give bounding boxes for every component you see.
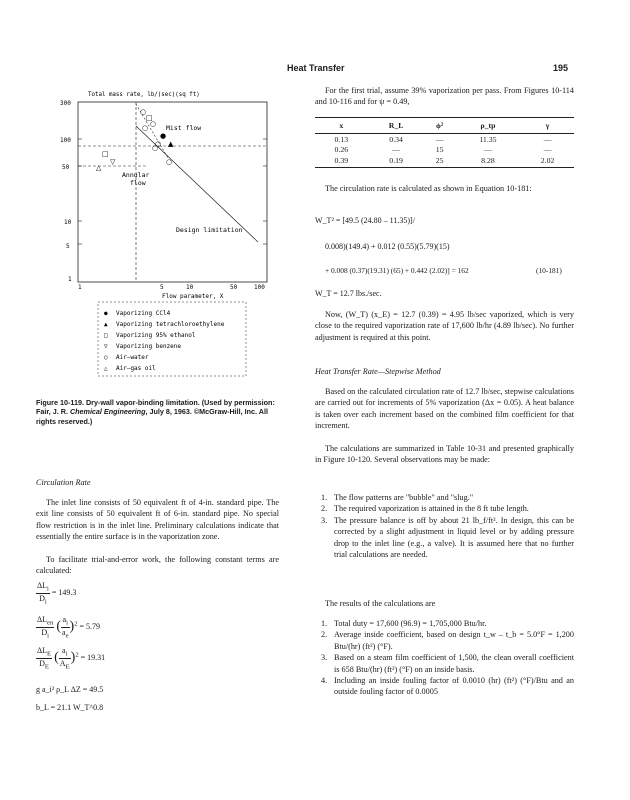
table-row xyxy=(315,145,574,156)
legend-symbol: □ xyxy=(104,332,108,339)
table-cell: 0.39 xyxy=(315,155,368,168)
table-header: ϕ² xyxy=(425,118,455,134)
figure-svg xyxy=(58,86,278,386)
legend xyxy=(104,310,225,372)
design-limitation-label: Design limitation xyxy=(176,226,243,234)
point: ○ xyxy=(142,124,149,132)
caption-rest: , July 8, 1963. ©McGraw-Hill, Inc. All rights reserved.) xyxy=(36,407,268,426)
legend-label: Vaporizing tetrachloroethylene xyxy=(116,321,225,328)
list-item xyxy=(321,652,574,675)
property-table xyxy=(315,117,574,168)
list-item xyxy=(321,629,574,652)
table-cell: 0.13 xyxy=(334,134,349,144)
equation-5: b_L = 21.1 W_T^0.8 xyxy=(36,703,104,712)
table-cell: — xyxy=(484,145,492,154)
table-cell: 15 xyxy=(435,145,444,154)
point: △ xyxy=(96,164,102,172)
equation-number: (10-181) xyxy=(536,266,562,275)
list-text: Including an inside fouling factor of 0.0010 (hr) (ft²) (°F)/Btu and an outside fouling factor of 0.0005 xyxy=(334,676,574,697)
equation-wt-line2: 0.008)(149.4) + 0.012 (0.55)(5.79)(15) xyxy=(325,242,450,251)
figure-10-119 xyxy=(58,86,278,386)
equation-3-value: = 19.31 xyxy=(80,652,106,662)
equation-1-value: = 149.3 xyxy=(51,587,77,597)
table-cell: 2.02 xyxy=(521,155,574,168)
x-tick-10: 10 xyxy=(186,284,194,291)
caption-label: Figure 10-119. xyxy=(36,398,84,407)
table-row xyxy=(315,134,574,145)
paragraph-inlet-line: The inlet line consists of 50 equivalent ft of 4-in. standard pipe. The exit line consists of 50 equivalent ft of 6-in. standard pipe. No special flow restriction is in the inlet line. Preliminary calculations indicate that essentially the entire surface is in the vaporization zone. xyxy=(36,498,279,542)
legend-label: Air–gas oil xyxy=(116,365,156,372)
paragraph-results-intro: The results of the calculations are xyxy=(325,599,436,608)
x-axis-label: Flow parameter, X xyxy=(162,293,224,300)
list-number: 1. xyxy=(321,619,328,628)
caption-text: Dry-wall vapor-binding limitation. (Used by permission: Fair, J. R. xyxy=(36,398,275,417)
list-number: 1. xyxy=(321,493,328,502)
x-tick-100: 100 xyxy=(254,284,265,291)
point: ○ xyxy=(150,120,157,128)
list-item xyxy=(321,492,574,503)
list-item xyxy=(321,515,574,561)
table-cell: 25 xyxy=(425,155,455,168)
paragraph-calculations: The calculations are summarized in Table 10-31 and presented graphically in Figure 10-120. Several observations may be made: xyxy=(315,444,574,465)
point: ○ xyxy=(155,140,162,148)
list-number: 2. xyxy=(321,630,328,640)
list-text: The pressure balance is off by about 21 lb_f/ft². In design, this can be corrected by a slight adjustment in liquid level or by adding pressure drop to the inlet line (e.g., a valve). It is assumed here that no further trial calculations are needed. xyxy=(334,515,574,560)
table-cell: 0.19 xyxy=(368,155,425,168)
paragraph-constant-terms: To facilitate trial-and-error work, the following constant terms are calculated: xyxy=(36,555,279,576)
list-text: The required vaporization is attained in the 8 ft tube length. xyxy=(334,504,529,514)
mist-flow-label: Mist flow xyxy=(166,124,202,132)
legend-symbol: △ xyxy=(104,365,108,372)
legend-symbol: ○ xyxy=(104,354,108,361)
point: □ xyxy=(146,114,153,122)
list-text: Based on a steam film coefficient of 1,500, the clean overall coefficient is 658 Btu/(hr) (ft²) (°F) on an inside basis. xyxy=(334,653,574,674)
y-tick-1: 1 xyxy=(68,276,72,283)
paragraph-first-trial: For the first trial, assume 39% vaporization per pass. From Figures 10-114 and 10-116 and for ψ = 0.49, xyxy=(315,86,574,107)
list-number: 2. xyxy=(321,504,328,514)
table-cell: 8.28 xyxy=(455,155,522,168)
point: ● xyxy=(160,132,167,140)
x-tick-5: 5 xyxy=(160,284,164,291)
table-header: x xyxy=(315,118,368,134)
list-number: 4. xyxy=(321,676,328,686)
y-tick-300: 300 xyxy=(60,100,71,107)
data-points xyxy=(96,108,174,172)
table-cell: 11.35 xyxy=(479,134,497,144)
legend-label: Air–water xyxy=(116,354,149,361)
equation-wt-result: W_T = 12.7 lbs./sec. xyxy=(315,289,382,298)
observations-list xyxy=(321,492,574,560)
list-number: 3. xyxy=(321,515,328,525)
legend-label: Vaporizing 95% ethanol xyxy=(116,332,196,339)
list-item xyxy=(321,675,574,698)
paragraph-circulation-rate: The circulation rate is calculated as shown in Equation 10-181: xyxy=(325,184,532,193)
point: □ xyxy=(102,150,109,158)
section-heading-heat-transfer-rate: Heat Transfer Rate—Stepwise Method xyxy=(315,367,441,376)
point: ○ xyxy=(166,158,173,166)
table-cell: — xyxy=(543,134,552,144)
point: ○ xyxy=(140,108,147,116)
equation-4: g a_i² ρ_L ΔZ = 49.5 xyxy=(36,685,104,694)
equation-wt-line1: W_T² = [49.5 (24.80 – 11.35)]/ xyxy=(315,216,415,225)
y-tick-5: 5 xyxy=(66,243,70,250)
point: ▽ xyxy=(110,158,116,166)
table-header-row xyxy=(315,118,574,134)
equation-1: $\frac{\Delta L_i}{D_i}$ = 149.3 xyxy=(37,581,77,606)
legend-label: Vaporizing benzene xyxy=(116,343,182,350)
paragraph-based-on: Based on the calculated circulation rate of 12.7 lb/sec, stepwise calculations are carried out for increments of 5% vaporization (Δx = 0.05). A heat balance is taken over each increment based on the combined film coefficient for that increment. xyxy=(315,387,574,431)
x-tick-50: 50 xyxy=(230,284,238,291)
list-text: Average inside coefficient, based on design t_w – t_b = 5.0°F = 1,200 Btu/(hr) (ft²) (°F). xyxy=(334,630,574,651)
list-number: 3. xyxy=(321,653,328,663)
list-item xyxy=(321,503,574,514)
legend-label: Vaporizing CCl4 xyxy=(116,310,171,317)
list-item xyxy=(321,618,574,629)
table-header: γ xyxy=(521,118,574,134)
results-list xyxy=(321,618,574,698)
y-tick-50: 50 xyxy=(62,164,70,171)
caption-journal: Chemical Engineering xyxy=(69,407,146,417)
y-tick-100: 100 xyxy=(60,137,71,144)
figure-caption xyxy=(36,398,276,426)
table-row xyxy=(315,155,574,168)
equation-wt-line3: + 0.008 (0.37)(19.31) (65) + 0.442 (2.02)] = 162 xyxy=(325,266,469,275)
legend-symbol: ▽ xyxy=(104,343,108,350)
table-header: R_L xyxy=(368,118,425,134)
table-cell: — xyxy=(543,145,552,154)
point: ○ xyxy=(152,144,159,152)
page-number: 195 xyxy=(553,63,569,73)
section-heading-circulation-rate: Circulation Rate xyxy=(36,478,91,487)
x-tick-1: 1 xyxy=(78,284,82,291)
point: ▲ xyxy=(168,140,174,148)
list-text: Total duty = 17,600 (96.9) = 1,705,000 Btu/hr. xyxy=(334,619,487,628)
table-cell: 0.26 xyxy=(334,145,349,154)
table-cell: 0.34 xyxy=(389,134,403,144)
y-axis-label: Total mass rate, lb/(sec)(sq ft) xyxy=(88,92,200,98)
legend-symbol: ● xyxy=(104,310,108,317)
legend-symbol: ▲ xyxy=(104,321,108,328)
equation-2-value: = 5.79 xyxy=(79,621,101,631)
running-header-title: Heat Transfer xyxy=(287,63,345,73)
list-text: The flow patterns are "bubble" and "slug." xyxy=(334,493,474,502)
annular-flow-label: Annular flow xyxy=(122,171,150,187)
table-header: ρ_tp xyxy=(455,118,522,134)
equation-3: $\frac{\Delta L_E}{D_E}$ ( $\frac{a_i}{A_E}$ )$^2$ = 19.31 xyxy=(37,646,106,671)
table-cell: — xyxy=(435,134,444,144)
equation-2: $\frac{\Delta L_{en}}{D_i}$ ( $\frac{a_i}{a_e}$ )$^2$ = 5.79 xyxy=(37,615,101,640)
y-tick-10: 10 xyxy=(64,219,72,226)
paragraph-now: Now, (W_T) (x_E) = 12.7 (0.39) = 4.95 lb/sec vaporized, which is very close to the required vaporization rate of 17,600 lb/hr (4.89 lb/sec). No further adjustment is required at this point. xyxy=(315,310,574,342)
table-cell: — xyxy=(392,145,401,154)
